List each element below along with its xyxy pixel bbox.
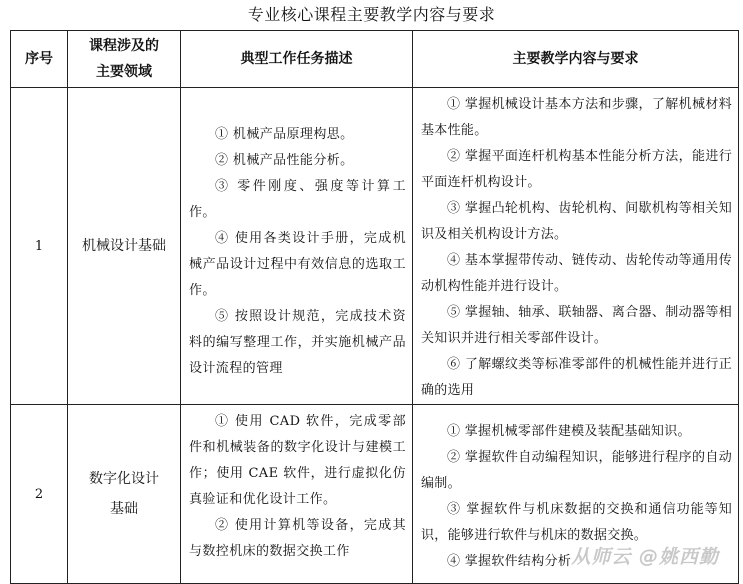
header-req: 主要教学内容与要求 — [413, 31, 739, 88]
table-header-row — [11, 31, 739, 88]
req-item: ① 掌握机械设计基本方法和步骤，了解机械材料基本性能。 — [421, 97, 732, 138]
req-item: ③ 掌握凸轮机构、齿轮机构、间歇机构等相关知识及相关机构设计方法。 — [421, 201, 732, 242]
req-item: ④ 基本掌握带传动、链传动、齿轮传动等通用传动机构性能并进行设计。 — [421, 253, 732, 294]
header-area-line2: 主要领域 — [96, 64, 152, 80]
header-area — [68, 31, 181, 88]
req-item: ③ 掌握软件与机床数据的交换和通信功能等知识，能够进行软件与机床的数据交换。 — [421, 502, 732, 543]
page-title: 专业核心课程主要教学内容与要求 — [247, 5, 496, 24]
table-row — [11, 88, 739, 405]
task-item: ① 机械产品原理构思。 — [215, 127, 354, 142]
task-item: ⑤ 按照设计规范，完成技术资料的编写整理工作，并实施机械产品设计流程的管理 — [189, 309, 406, 376]
task-item: ③ 零件刚度、强度等计算工作。 — [189, 179, 406, 220]
task-item: ① 使用 CAD 软件，完成零部件和机械装备的数字化设计与建模工作；使用 CAE 软件，进行虚拟化仿真验证和优化设计工作。 — [189, 414, 406, 507]
header-task: 典型工作任务描述 — [181, 31, 413, 88]
row-area — [68, 405, 181, 584]
row-tasks — [181, 88, 413, 405]
area-line: 基础 — [110, 501, 138, 517]
row-tasks — [181, 405, 413, 584]
row-area — [68, 88, 181, 405]
req-item: ② 掌握软件自动编程知识，能够进行程序的自动编制。 — [421, 450, 732, 491]
header-no: 序号 — [11, 31, 68, 88]
row-number: 1 — [11, 88, 68, 405]
area-line: 数字化设计 — [89, 471, 159, 487]
task-item: ② 使用计算机等设备，完成其与数控机床的数据交换工作 — [189, 518, 406, 559]
header-area-line1: 课程涉及的 — [89, 38, 159, 54]
task-item: ④ 使用各类设计手册，完成机械产品设计过程中有效信息的选取工作。 — [189, 231, 406, 298]
req-item: ① 掌握机械零部件建模及装配基础知识。 — [447, 424, 691, 439]
req-item: ④ 掌握软件结构分析 — [447, 554, 572, 569]
watermark: 从师云 @姚西勤 — [571, 546, 719, 568]
area-line: 机械设计基础 — [82, 238, 166, 254]
req-item: ⑤ 掌握轴、轴承、联轴器、离合器、制动器等相关知识并进行相关零部件设计。 — [421, 305, 732, 346]
course-table — [10, 30, 739, 584]
req-item: ⑥ 了解螺纹类等标准零部件的机械性能并进行正确的选用 — [421, 357, 732, 398]
req-item: ② 掌握平面连杆机构基本性能分析方法，能进行平面连杆机构设计。 — [421, 149, 732, 190]
task-item: ② 机械产品性能分析。 — [215, 153, 354, 168]
row-number: 2 — [11, 405, 68, 584]
row-reqs — [413, 88, 739, 405]
